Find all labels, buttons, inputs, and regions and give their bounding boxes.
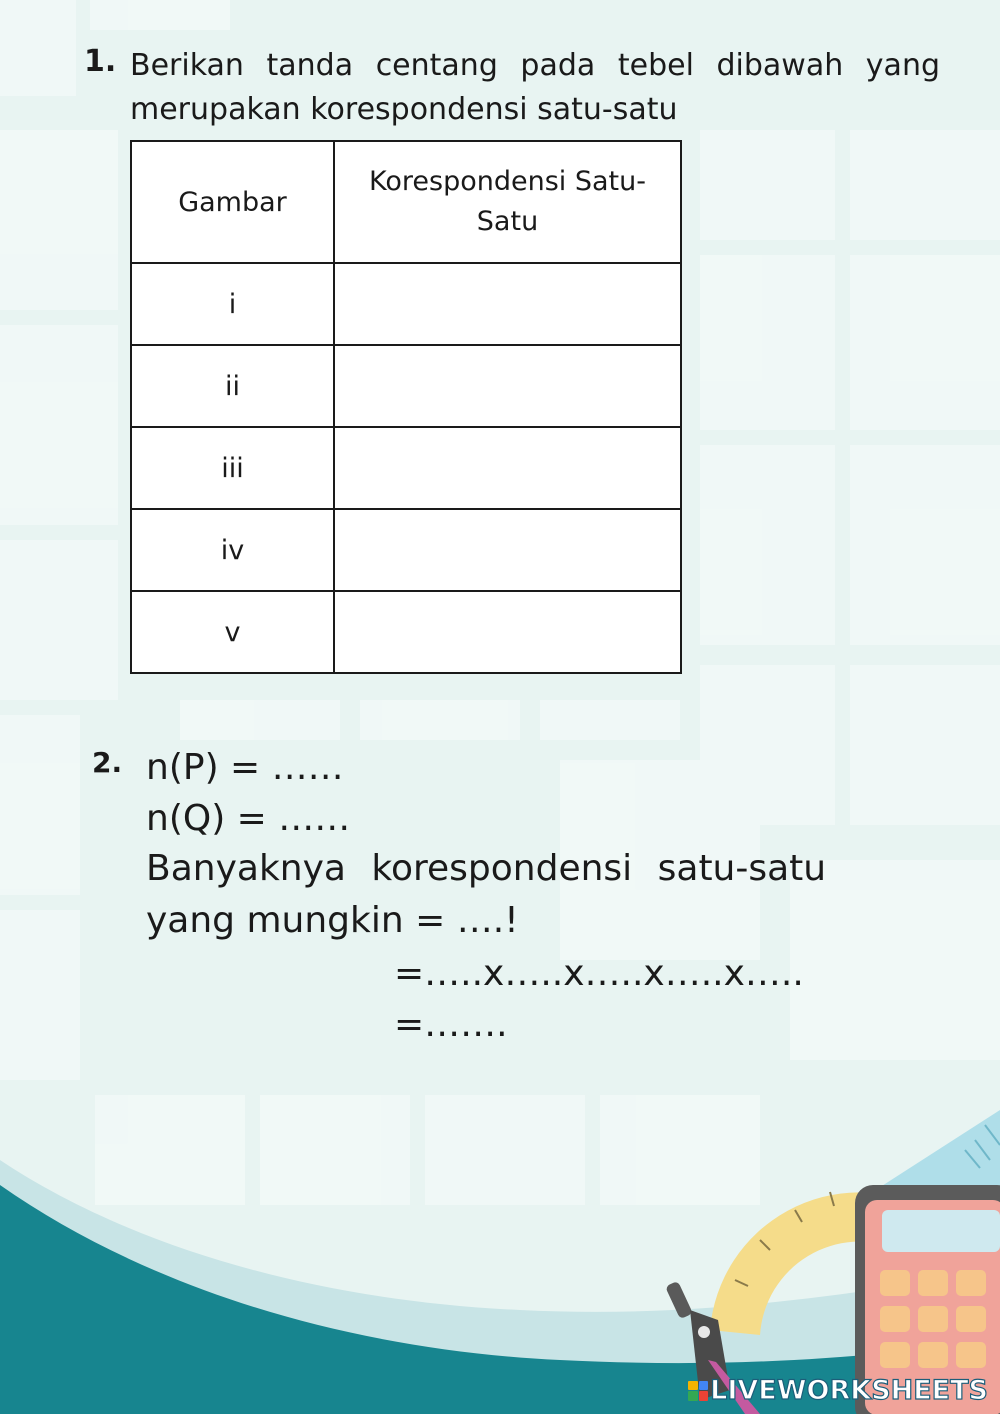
row-label: ii xyxy=(131,345,334,427)
answer-cell[interactable] xyxy=(334,263,681,345)
banyaknya-line: Banyaknya korespondensi satu-satu xyxy=(146,848,827,889)
answer-table xyxy=(130,140,682,674)
table-row xyxy=(131,509,681,591)
header-gambar: Gambar xyxy=(131,141,334,263)
liveworksheets-brand[interactable] xyxy=(688,1375,988,1406)
table-row xyxy=(131,345,681,427)
logo-square xyxy=(699,1391,709,1401)
row-label: v xyxy=(131,591,334,673)
logo-square xyxy=(688,1391,698,1401)
answer-cell[interactable] xyxy=(334,591,681,673)
calculation-line-1: =…..x…..x…..x…..x….. xyxy=(394,953,804,994)
row-label: iv xyxy=(131,509,334,591)
logo-square xyxy=(688,1381,698,1391)
table-header-row xyxy=(131,141,681,263)
yang-mungkin-line: yang mungkin = ….! xyxy=(146,900,519,941)
answer-cell[interactable] xyxy=(334,345,681,427)
liveworksheets-logo-icon xyxy=(688,1381,708,1401)
brand-text: LIVEWORKSHEETS xyxy=(710,1375,988,1406)
logo-square xyxy=(699,1381,709,1391)
np-line: n(P) = …… xyxy=(146,747,344,788)
question-1-number: 1. xyxy=(84,44,117,79)
row-label: iii xyxy=(131,427,334,509)
calculation-line-2: =……. xyxy=(394,1004,508,1045)
table-row xyxy=(131,263,681,345)
question-1-instruction: Berikan tanda centang pada tebel dibawah yang merupakan korespondensi satu-satu xyxy=(130,48,940,127)
header-korespondensi: Korespondensi Satu-Satu xyxy=(334,141,681,263)
question-2-number: 2. xyxy=(92,746,123,779)
answer-cell[interactable] xyxy=(334,509,681,591)
nq-line: n(Q) = …… xyxy=(146,798,351,839)
table-row xyxy=(131,427,681,509)
table-row xyxy=(131,591,681,673)
row-label: i xyxy=(131,263,334,345)
answer-cell[interactable] xyxy=(334,427,681,509)
